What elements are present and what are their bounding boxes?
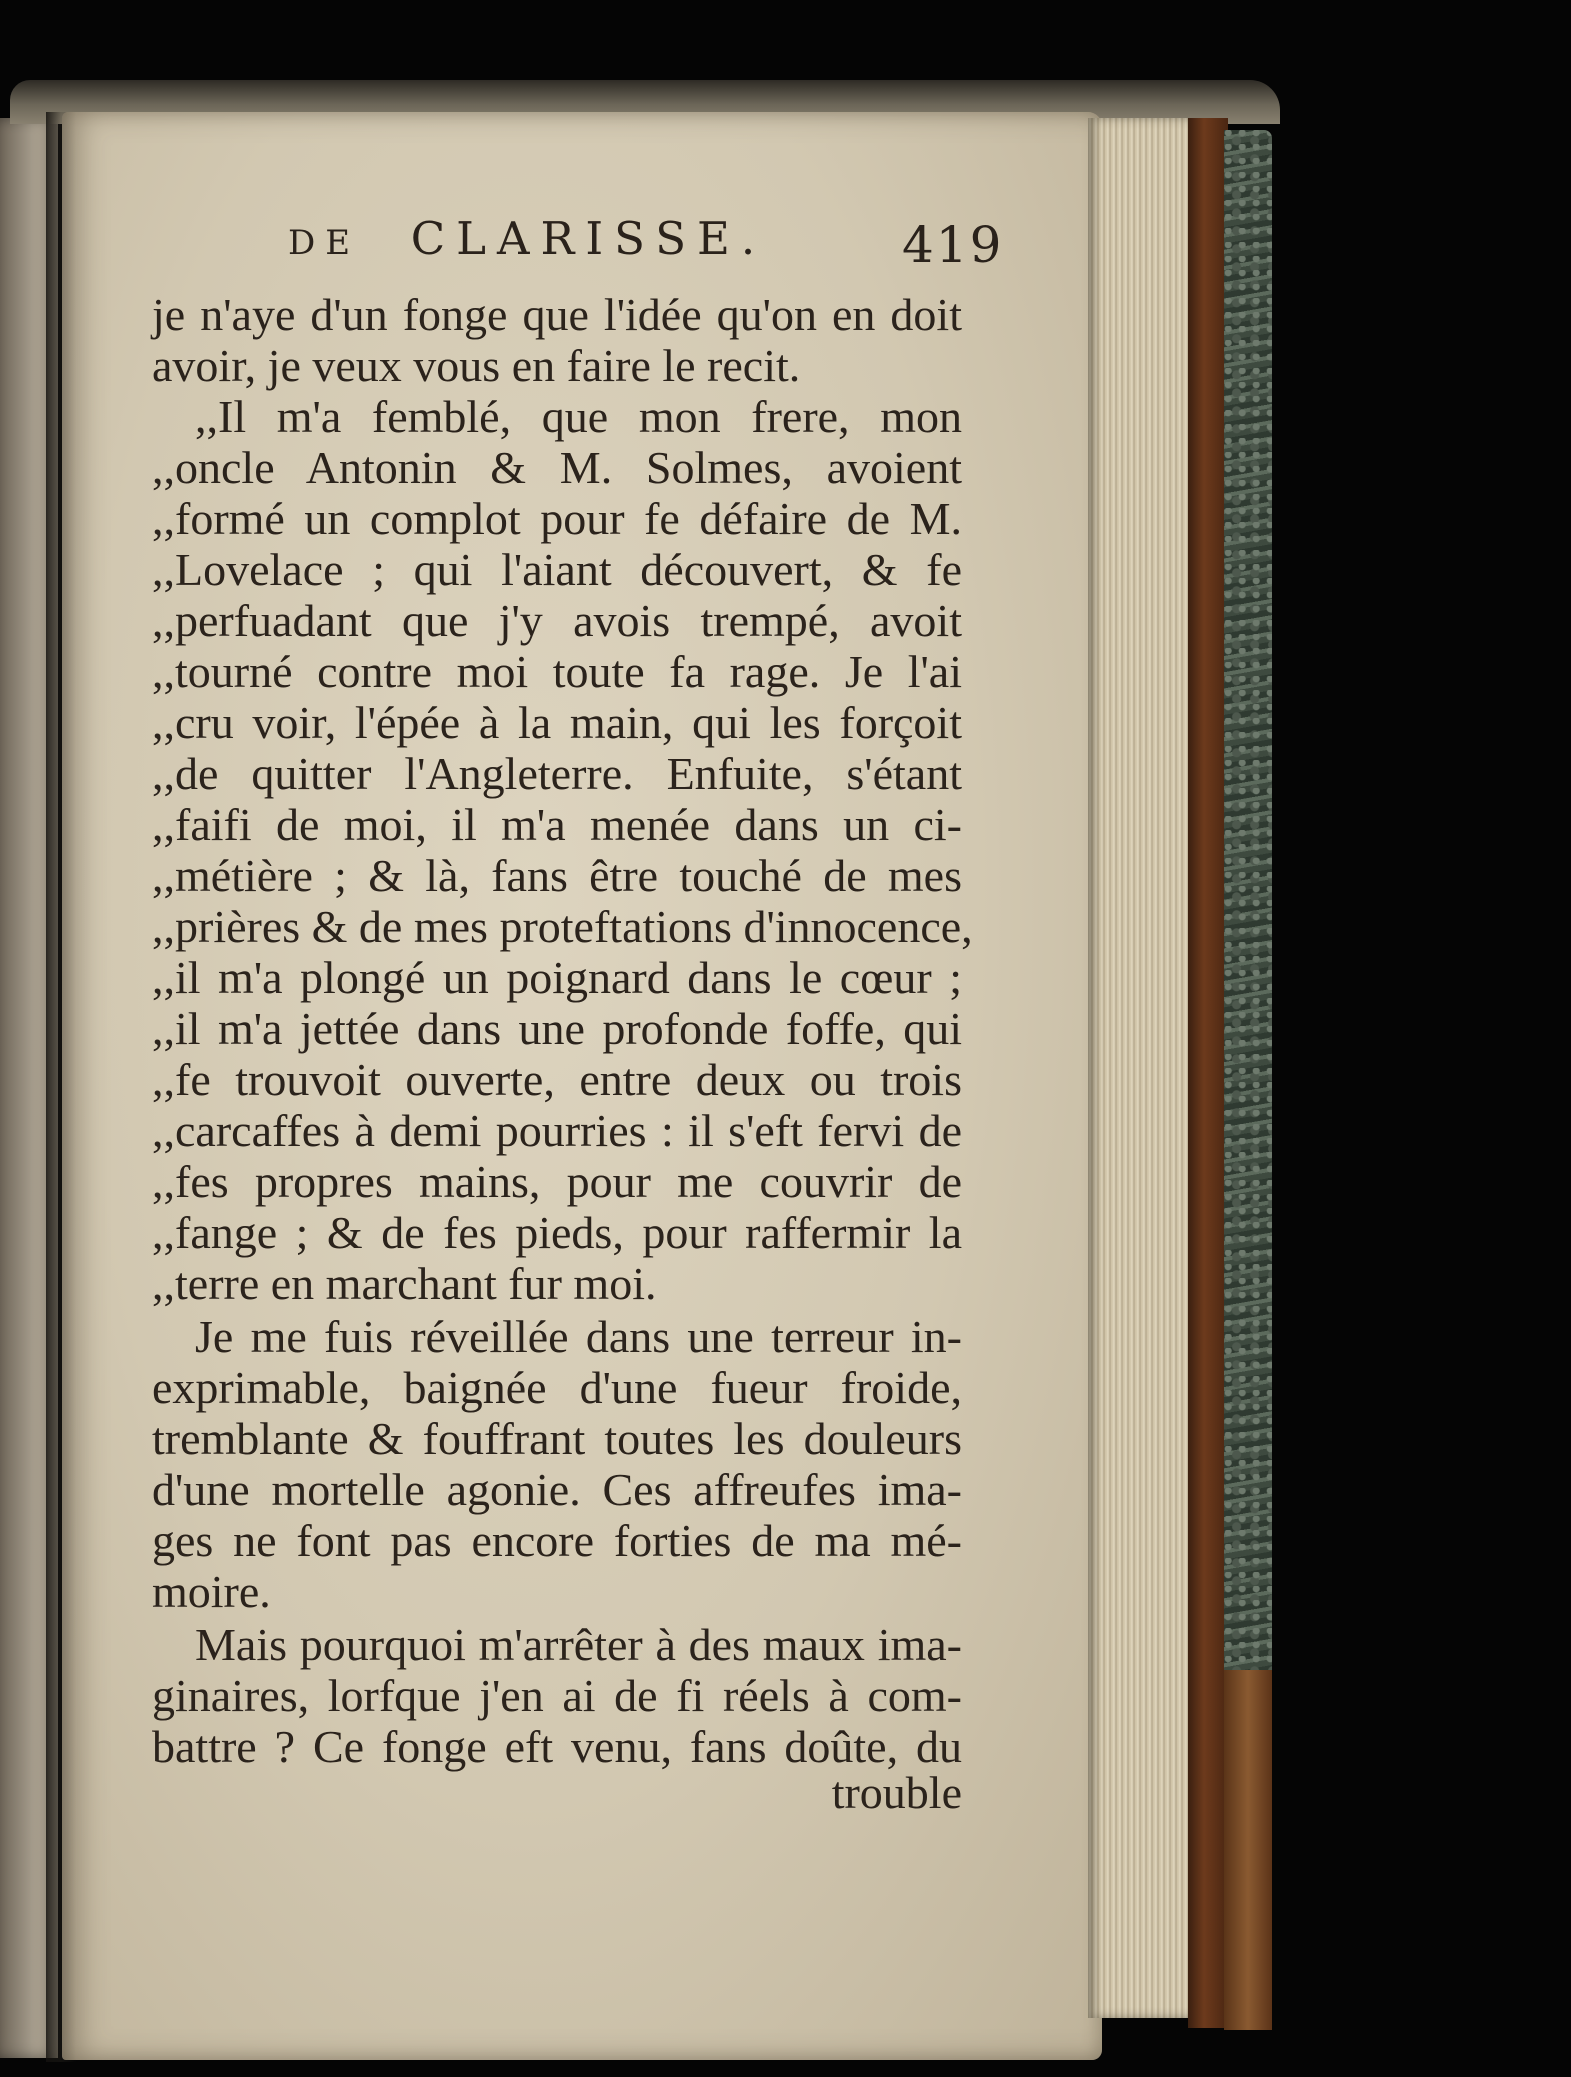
text-line: ,,faifi de moi, il m'a menée dans un ci-	[152, 799, 962, 850]
text-line: ,,oncle Antonin & M. Solmes, avoient	[152, 442, 962, 493]
text-line: je n'aye d'un fonge que l'idée qu'on en doit	[152, 289, 962, 340]
text-line: ,,il m'a jettée dans une profonde foffe, qui	[152, 1003, 962, 1054]
text-line: ,,fes propres mains, pour me couvrir de	[152, 1156, 962, 1207]
text-line: Je me fuis réveillée dans une terreur in-	[195, 1311, 962, 1362]
text-line: ges ne font pas encore forties de ma mé-	[152, 1515, 962, 1566]
text-line: ginaires, lorfque j'en ai de fi réels à com-	[152, 1670, 962, 1721]
text-line: avoir, je veux vous en faire le recit.	[152, 340, 801, 391]
text-line: ,,carcaffes à demi pourries : il s'eft fervi de	[152, 1105, 962, 1156]
page-number: 419	[902, 216, 1004, 274]
text-line: ,,perfuadant que j'y avois trempé, avoit	[152, 595, 962, 646]
running-head-prefix: DE	[288, 223, 361, 263]
text-line: ,,Lovelace ; qui l'aiant découvert, & fe	[152, 544, 962, 595]
running-head-title: CLARISSE.	[410, 212, 767, 265]
text-line: ,,fe trouvoit ouverte, entre deux ou trois	[152, 1054, 962, 1105]
text-line: ,,de quitter l'Angleterre. Enfuite, s'étant	[152, 748, 962, 799]
running-head	[288, 212, 766, 265]
text-line: tremblante & fouffrant toutes les douleurs	[152, 1413, 962, 1464]
text-line: exprimable, baignée d'une fueur froide,	[152, 1362, 962, 1413]
text-line: ,,formé un complot pour fe défaire de M.	[152, 493, 962, 544]
text-line: ,,terre en marchant fur moi.	[152, 1258, 657, 1309]
text-line: ,,métière ; & là, fans être touché de mes	[152, 850, 962, 901]
text-line: d'une mortelle agonie. Ces affreufes ima-	[152, 1464, 962, 1515]
text-line: moire.	[152, 1566, 271, 1617]
text-line: ,,tourné contre moi toute fa rage. Je l'ai	[152, 646, 962, 697]
text-line: ,,prières & de mes proteftations d'innocence,	[152, 901, 973, 952]
text-line: battre ? Ce fonge eft venu, fans doûte, du	[152, 1721, 962, 1772]
text-line: ,,il m'a plongé un poignard dans le cœur ;	[152, 952, 962, 1003]
text-line: ,,cru voir, l'épée à la main, qui les forçoit	[152, 697, 962, 748]
catchword: trouble	[831, 1767, 962, 1818]
text-line: Mais pourquoi m'arrêter à des maux ima-	[195, 1619, 962, 1670]
text-line: ,,fange ; & de fes pieds, pour raffermir la	[152, 1207, 962, 1258]
text-line: ,,Il m'a femblé, que mon frere, mon	[195, 391, 962, 442]
